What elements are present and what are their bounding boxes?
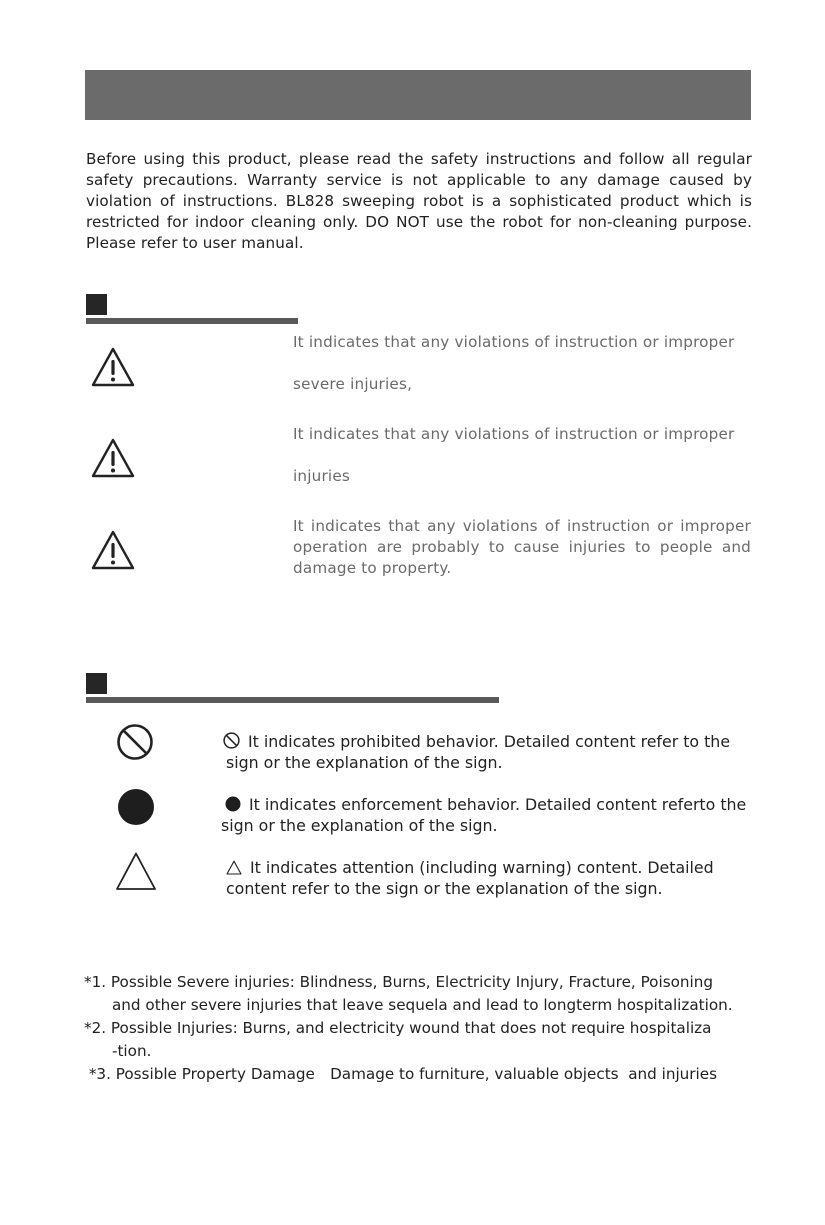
attention-triangle-icon [226, 860, 242, 875]
section-2-marker [86, 673, 107, 694]
section-1-rule [86, 318, 298, 324]
header-bar [85, 70, 751, 120]
intro-paragraph: Before using this product, please read the safety instructions and follow all regular safety precautions. Warranty service is not applicable to any damage caused by violation of instructions. BL828 sweeping robot is a sophisticated product which is restricted for indoor cleaning only. DO NOT use the robot for non-cleaning purpose. Please refer to user manual. [86, 150, 752, 252]
symbol-1-text: It indicates prohibited behavior. Detailed content refer to the [248, 732, 731, 751]
note-2-line-1: *2. Possible Injuries: Burns, and electricity wound that does not require hospitaliza [84, 1019, 712, 1037]
symbol-2-line-2: sign or the explanation of the sign. [221, 816, 498, 835]
symbol-1-line-2: sign or the explanation of the sign. [226, 753, 503, 772]
level-1-line-2: severe injuries, [293, 375, 413, 393]
symbol-3-text: It indicates attention (including warning) content. Detailed [250, 858, 714, 877]
section-2-rule [86, 697, 499, 703]
level-3-text: It indicates that any violations of instruction or improper operation are probably to cause injuries to people and damage to property. [293, 517, 751, 577]
symbol-2-text: It indicates enforcement behavior. Detailed content referto the [249, 795, 747, 814]
footnotes [84, 971, 756, 1086]
warning-triangle-icon [90, 437, 136, 479]
prohibited-icon [223, 732, 240, 749]
note-1-line-1: *1. Possible Severe injuries: Blindness, Burns, Electricity Injury, Fracture, Poisoning [84, 973, 714, 991]
note-3-line-1: *3. Possible Property Damage Damage to furniture, valuable objects and injuries [84, 1065, 718, 1083]
enforcement-circle-icon [117, 788, 155, 826]
symbol-1-line-1 [223, 731, 730, 752]
section-1-marker [86, 294, 107, 315]
note-1-line-2: and other severe injuries that leave sequela and lead to longterm hospitalization. [112, 996, 733, 1014]
prohibited-icon [116, 723, 154, 761]
warning-triangle-icon [90, 529, 136, 571]
note-2-line-2: -tion. [112, 1042, 152, 1060]
warning-triangle-icon [90, 346, 136, 388]
level-2-line-1: It indicates that any violations of instruction or improper [293, 425, 735, 443]
level-1-line-1: It indicates that any violations of instruction or improper [293, 333, 735, 351]
symbol-3-line-1 [226, 857, 714, 878]
enforcement-circle-icon [225, 796, 241, 812]
level-2-line-2: injuries [293, 467, 351, 485]
attention-triangle-icon [115, 851, 157, 891]
symbol-2-line-1 [225, 794, 746, 815]
symbol-3-line-2: content refer to the sign or the explanation of the sign. [226, 879, 663, 898]
